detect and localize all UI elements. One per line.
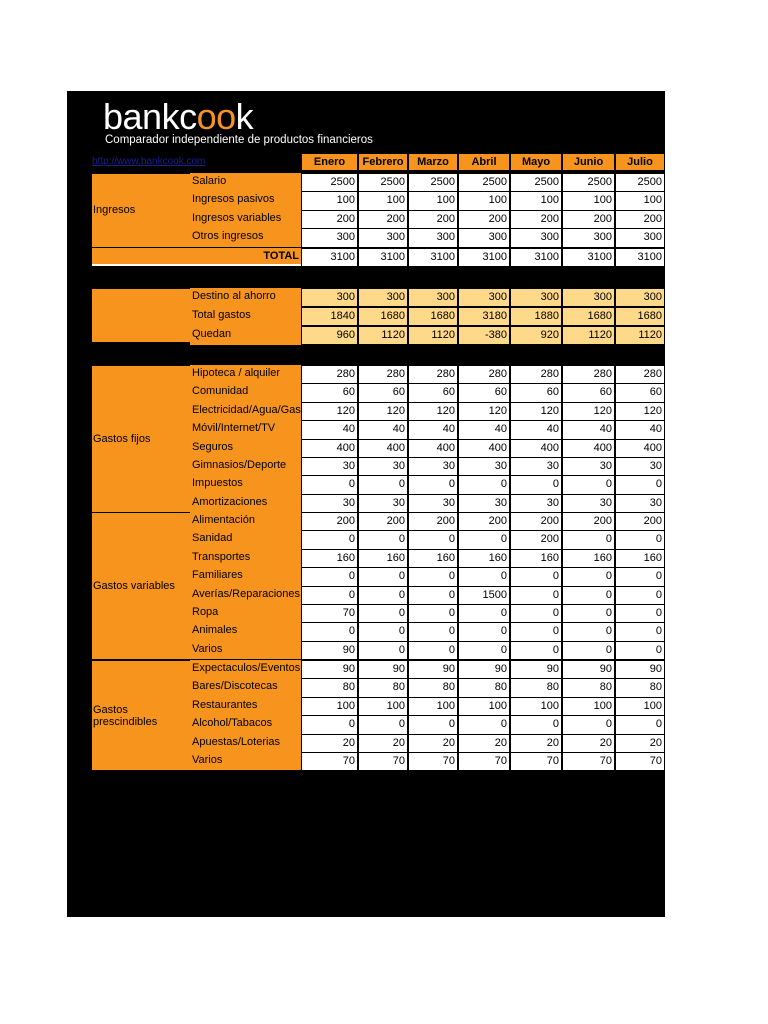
- value-cell[interactable]: 20: [301, 734, 358, 753]
- value-cell[interactable]: 200: [510, 210, 562, 229]
- value-cell[interactable]: 280: [358, 365, 408, 384]
- tagline: Comparador independiente de productos financieros: [105, 134, 373, 146]
- value-cell[interactable]: 0: [615, 567, 665, 586]
- value-cell[interactable]: 80: [510, 678, 562, 697]
- value-cell[interactable]: 90: [510, 660, 562, 679]
- value-cell[interactable]: 100: [301, 191, 358, 210]
- value-cell[interactable]: 30: [458, 457, 510, 476]
- summary-label: Total gastos: [190, 307, 301, 326]
- value-cell[interactable]: 70: [408, 752, 458, 771]
- summary-value: 300: [615, 288, 665, 307]
- value-cell[interactable]: 0: [301, 586, 358, 605]
- value-cell[interactable]: 160: [358, 549, 408, 568]
- value-cell[interactable]: 90: [615, 660, 665, 679]
- value-cell[interactable]: 0: [615, 622, 665, 641]
- value-cell[interactable]: 40: [458, 420, 510, 439]
- summary-value: 1680: [615, 307, 665, 326]
- value-cell[interactable]: 80: [615, 678, 665, 697]
- value-cell[interactable]: 100: [562, 697, 615, 716]
- month-header: Febrero: [358, 153, 408, 171]
- value-cell[interactable]: 0: [408, 475, 458, 494]
- value-cell[interactable]: 60: [408, 383, 458, 402]
- group-label: Gastos prescindibles: [92, 660, 190, 770]
- value-cell[interactable]: 2500: [358, 173, 408, 192]
- row-label: Hipoteca / alquiler: [190, 365, 301, 383]
- value-cell[interactable]: 70: [615, 752, 665, 771]
- value-cell[interactable]: 0: [408, 586, 458, 605]
- value-cell[interactable]: 0: [615, 715, 665, 734]
- value-cell[interactable]: 30: [301, 457, 358, 476]
- row-label: Móvil/Internet/TV: [190, 420, 301, 438]
- value-cell[interactable]: 90: [408, 660, 458, 679]
- value-cell[interactable]: 0: [358, 567, 408, 586]
- summary-value: 3180: [458, 307, 510, 326]
- month-header: Abril: [458, 153, 510, 171]
- value-cell[interactable]: 30: [615, 457, 665, 476]
- value-cell[interactable]: 30: [562, 457, 615, 476]
- total-value: 3100: [301, 248, 358, 267]
- value-cell[interactable]: 0: [615, 641, 665, 660]
- value-cell[interactable]: 0: [358, 586, 408, 605]
- value-cell[interactable]: 400: [408, 439, 458, 458]
- row-label: Transportes: [190, 549, 301, 567]
- value-cell[interactable]: 90: [458, 660, 510, 679]
- value-cell[interactable]: 60: [358, 383, 408, 402]
- row-label: Otros ingresos: [190, 228, 301, 246]
- value-cell[interactable]: 70: [458, 752, 510, 771]
- value-cell[interactable]: 300: [301, 228, 358, 247]
- value-cell[interactable]: 0: [510, 641, 562, 660]
- row-label: Varios: [190, 752, 301, 770]
- value-cell[interactable]: 0: [458, 622, 510, 641]
- summary-label: Quedan: [190, 326, 301, 345]
- month-header: Enero: [301, 153, 358, 171]
- row-label: Impuestos: [190, 475, 301, 493]
- value-cell[interactable]: 0: [358, 641, 408, 660]
- value-cell[interactable]: 30: [510, 457, 562, 476]
- value-cell[interactable]: 280: [562, 365, 615, 384]
- value-cell[interactable]: 300: [458, 228, 510, 247]
- value-cell[interactable]: 160: [458, 549, 510, 568]
- value-cell[interactable]: 0: [358, 715, 408, 734]
- value-cell[interactable]: 0: [358, 475, 408, 494]
- value-cell[interactable]: 70: [301, 604, 358, 623]
- value-cell[interactable]: 80: [408, 678, 458, 697]
- value-cell[interactable]: 0: [510, 586, 562, 605]
- value-cell[interactable]: 0: [562, 475, 615, 494]
- value-cell[interactable]: 160: [301, 549, 358, 568]
- value-cell[interactable]: 0: [408, 567, 458, 586]
- row-label: Restaurantes: [190, 697, 301, 715]
- row-label: Animales: [190, 622, 301, 640]
- value-cell[interactable]: 40: [510, 420, 562, 439]
- value-cell[interactable]: 20: [358, 734, 408, 753]
- value-cell[interactable]: 2500: [615, 173, 665, 192]
- month-header: Julio: [615, 153, 665, 171]
- value-cell[interactable]: 200: [562, 512, 615, 531]
- summary-band: [92, 288, 190, 344]
- summary-value: 300: [408, 288, 458, 307]
- row-label: Amortizaciones: [190, 494, 301, 512]
- row-label: Gimnasios/Deporte: [190, 457, 301, 475]
- summary-value: 300: [562, 288, 615, 307]
- row-label: Comunidad: [190, 383, 301, 401]
- value-cell[interactable]: 0: [408, 641, 458, 660]
- value-cell[interactable]: 160: [562, 549, 615, 568]
- row-label: Ropa: [190, 604, 301, 622]
- value-cell[interactable]: 200: [358, 210, 408, 229]
- total-value: 3100: [510, 248, 562, 267]
- value-cell[interactable]: 0: [510, 475, 562, 494]
- row-label: Electricidad/Agua/Gas: [190, 402, 301, 420]
- value-cell[interactable]: 280: [458, 365, 510, 384]
- summary-value: 300: [458, 288, 510, 307]
- row-label: Alcohol/Tabacos: [190, 715, 301, 733]
- value-cell[interactable]: 30: [358, 494, 408, 513]
- value-cell[interactable]: 160: [615, 549, 665, 568]
- value-cell[interactable]: 20: [458, 734, 510, 753]
- value-cell[interactable]: 200: [510, 512, 562, 531]
- value-cell[interactable]: 100: [408, 697, 458, 716]
- value-cell[interactable]: 90: [301, 641, 358, 660]
- group-label: Gastos variables: [92, 512, 190, 659]
- value-cell[interactable]: 30: [510, 494, 562, 513]
- summary-value: 1680: [562, 307, 615, 326]
- value-cell[interactable]: 280: [510, 365, 562, 384]
- value-cell[interactable]: 70: [562, 752, 615, 771]
- value-cell[interactable]: 30: [562, 494, 615, 513]
- value-cell[interactable]: 40: [562, 420, 615, 439]
- value-cell[interactable]: 0: [562, 604, 615, 623]
- value-cell[interactable]: 100: [301, 697, 358, 716]
- website-link[interactable]: http://www.bankcook.com: [92, 156, 206, 167]
- value-cell[interactable]: 200: [408, 512, 458, 531]
- value-cell[interactable]: 200: [458, 512, 510, 531]
- value-cell[interactable]: 1500: [458, 586, 510, 605]
- summary-value: 300: [358, 288, 408, 307]
- value-cell[interactable]: 200: [458, 210, 510, 229]
- row-label: Expectaculos/Eventos: [190, 660, 301, 678]
- row-label: Salario: [190, 173, 301, 191]
- summary-value: 1120: [562, 326, 615, 345]
- value-cell[interactable]: 0: [562, 641, 615, 660]
- row-label: Varios: [190, 641, 301, 659]
- value-cell[interactable]: 0: [301, 475, 358, 494]
- value-cell[interactable]: 400: [510, 439, 562, 458]
- group-label: Ingresos: [92, 173, 190, 247]
- summary-value: 300: [301, 288, 358, 307]
- value-cell[interactable]: 20: [510, 734, 562, 753]
- total-label: TOTAL: [92, 248, 301, 266]
- value-cell[interactable]: 2500: [510, 173, 562, 192]
- value-cell[interactable]: 0: [510, 567, 562, 586]
- value-cell[interactable]: 100: [358, 191, 408, 210]
- value-cell[interactable]: 0: [301, 622, 358, 641]
- bankcook-logo: bankcook: [103, 96, 254, 137]
- value-cell[interactable]: 300: [562, 228, 615, 247]
- value-cell[interactable]: 400: [358, 439, 408, 458]
- total-value: 3100: [562, 248, 615, 267]
- value-cell[interactable]: 0: [562, 567, 615, 586]
- value-cell[interactable]: 280: [615, 365, 665, 384]
- value-cell[interactable]: 100: [458, 697, 510, 716]
- row-label: Apuestas/Loterias: [190, 734, 301, 752]
- summary-value: 1680: [358, 307, 408, 326]
- summary-value: -380: [458, 326, 510, 345]
- value-cell[interactable]: 60: [301, 383, 358, 402]
- value-cell[interactable]: 120: [615, 402, 665, 421]
- value-cell[interactable]: 2500: [562, 173, 615, 192]
- value-cell[interactable]: 0: [458, 567, 510, 586]
- value-cell[interactable]: 90: [358, 660, 408, 679]
- value-cell[interactable]: 300: [408, 228, 458, 247]
- value-cell[interactable]: 80: [562, 678, 615, 697]
- value-cell[interactable]: 100: [358, 697, 408, 716]
- value-cell[interactable]: 80: [358, 678, 408, 697]
- value-cell[interactable]: 60: [562, 383, 615, 402]
- value-cell[interactable]: 0: [458, 530, 510, 549]
- row-label: Ingresos pasivos: [190, 191, 301, 209]
- value-cell[interactable]: 280: [408, 365, 458, 384]
- value-cell[interactable]: 0: [458, 604, 510, 623]
- value-cell[interactable]: 0: [562, 622, 615, 641]
- value-cell[interactable]: 0: [615, 530, 665, 549]
- summary-value: 960: [301, 326, 358, 345]
- value-cell[interactable]: 2500: [408, 173, 458, 192]
- row-label: Bares/Discotecas: [190, 678, 301, 696]
- value-cell[interactable]: 280: [301, 365, 358, 384]
- value-cell[interactable]: 300: [615, 228, 665, 247]
- value-cell[interactable]: 120: [301, 402, 358, 421]
- value-cell[interactable]: 20: [562, 734, 615, 753]
- value-cell[interactable]: 200: [301, 210, 358, 229]
- value-cell[interactable]: 2500: [458, 173, 510, 192]
- value-cell[interactable]: 120: [562, 402, 615, 421]
- value-cell[interactable]: 30: [358, 457, 408, 476]
- value-cell[interactable]: 0: [301, 530, 358, 549]
- summary-value: 1680: [408, 307, 458, 326]
- value-cell[interactable]: 0: [458, 715, 510, 734]
- row-label: Familiares: [190, 567, 301, 585]
- value-cell[interactable]: 90: [562, 660, 615, 679]
- value-cell[interactable]: 0: [301, 567, 358, 586]
- value-cell[interactable]: 0: [562, 586, 615, 605]
- value-cell[interactable]: 0: [615, 475, 665, 494]
- value-cell[interactable]: 200: [562, 210, 615, 229]
- value-cell[interactable]: 160: [510, 549, 562, 568]
- summary-value: 1120: [358, 326, 408, 345]
- row-label: Alimentación: [190, 512, 301, 530]
- summary-label: Destino al ahorro: [190, 288, 301, 307]
- value-cell[interactable]: 400: [615, 439, 665, 458]
- group-label: Gastos fijos: [92, 365, 190, 512]
- value-cell[interactable]: 80: [301, 678, 358, 697]
- value-cell[interactable]: 0: [562, 715, 615, 734]
- value-cell[interactable]: 70: [301, 752, 358, 771]
- value-cell[interactable]: 200: [510, 530, 562, 549]
- value-cell[interactable]: 400: [562, 439, 615, 458]
- value-cell[interactable]: 80: [458, 678, 510, 697]
- value-cell[interactable]: 40: [408, 420, 458, 439]
- value-cell[interactable]: 200: [615, 210, 665, 229]
- total-value: 3100: [615, 248, 665, 267]
- value-cell[interactable]: 0: [358, 530, 408, 549]
- summary-value: 1880: [510, 307, 562, 326]
- value-cell[interactable]: 300: [358, 228, 408, 247]
- value-cell[interactable]: 120: [458, 402, 510, 421]
- value-cell[interactable]: 30: [458, 494, 510, 513]
- month-header: Marzo: [408, 153, 458, 171]
- summary-value: 1120: [408, 326, 458, 345]
- value-cell[interactable]: 20: [408, 734, 458, 753]
- value-cell[interactable]: 30: [301, 494, 358, 513]
- value-cell[interactable]: 120: [358, 402, 408, 421]
- total-value: 3100: [408, 248, 458, 267]
- value-cell[interactable]: 0: [615, 604, 665, 623]
- value-cell[interactable]: 100: [458, 191, 510, 210]
- value-cell[interactable]: 0: [510, 604, 562, 623]
- value-cell[interactable]: 0: [358, 622, 408, 641]
- total-value: 3100: [358, 248, 408, 267]
- value-cell[interactable]: 0: [562, 530, 615, 549]
- value-cell[interactable]: 400: [301, 439, 358, 458]
- value-cell[interactable]: 0: [358, 604, 408, 623]
- summary-value: 1840: [301, 307, 358, 326]
- summary-value: 300: [510, 288, 562, 307]
- total-value: 3100: [458, 248, 510, 267]
- row-label: Seguros: [190, 439, 301, 457]
- value-cell[interactable]: 30: [408, 457, 458, 476]
- value-cell[interactable]: 30: [408, 494, 458, 513]
- value-cell[interactable]: 40: [301, 420, 358, 439]
- value-cell[interactable]: 400: [458, 439, 510, 458]
- value-cell[interactable]: 40: [358, 420, 408, 439]
- value-cell[interactable]: 200: [301, 512, 358, 531]
- value-cell[interactable]: 100: [615, 697, 665, 716]
- value-cell[interactable]: 90: [301, 660, 358, 679]
- value-cell[interactable]: 0: [458, 641, 510, 660]
- value-cell[interactable]: 0: [510, 715, 562, 734]
- month-header: Junio: [562, 153, 615, 171]
- value-cell[interactable]: 120: [408, 402, 458, 421]
- value-cell[interactable]: 70: [358, 752, 408, 771]
- value-cell[interactable]: 0: [458, 475, 510, 494]
- value-cell[interactable]: 40: [615, 420, 665, 439]
- row-label: Averías/Reparaciones: [190, 586, 301, 604]
- value-cell[interactable]: 120: [510, 402, 562, 421]
- value-cell[interactable]: 200: [615, 512, 665, 531]
- value-cell[interactable]: 60: [615, 383, 665, 402]
- value-cell[interactable]: 0: [408, 604, 458, 623]
- value-cell[interactable]: 0: [408, 530, 458, 549]
- value-cell[interactable]: 2500: [301, 173, 358, 192]
- value-cell[interactable]: 30: [615, 494, 665, 513]
- value-cell[interactable]: 0: [408, 622, 458, 641]
- value-cell[interactable]: 0: [301, 715, 358, 734]
- value-cell[interactable]: 70: [510, 752, 562, 771]
- value-cell[interactable]: 60: [458, 383, 510, 402]
- value-cell[interactable]: 200: [408, 210, 458, 229]
- value-cell[interactable]: 100: [510, 697, 562, 716]
- value-cell[interactable]: 0: [510, 622, 562, 641]
- value-cell[interactable]: 100: [510, 191, 562, 210]
- row-label: Sanidad: [190, 530, 301, 548]
- month-header: Mayo: [510, 153, 562, 171]
- value-cell[interactable]: 60: [510, 383, 562, 402]
- value-cell[interactable]: 160: [408, 549, 458, 568]
- summary-value: 1120: [615, 326, 665, 345]
- value-cell[interactable]: 0: [408, 715, 458, 734]
- value-cell[interactable]: 100: [408, 191, 458, 210]
- row-label: Ingresos variables: [190, 210, 301, 228]
- value-cell[interactable]: 200: [358, 512, 408, 531]
- value-cell[interactable]: 0: [615, 586, 665, 605]
- value-cell[interactable]: 20: [615, 734, 665, 753]
- value-cell[interactable]: 300: [510, 228, 562, 247]
- value-cell[interactable]: 100: [615, 191, 665, 210]
- summary-value: 920: [510, 326, 562, 345]
- value-cell[interactable]: 100: [562, 191, 615, 210]
